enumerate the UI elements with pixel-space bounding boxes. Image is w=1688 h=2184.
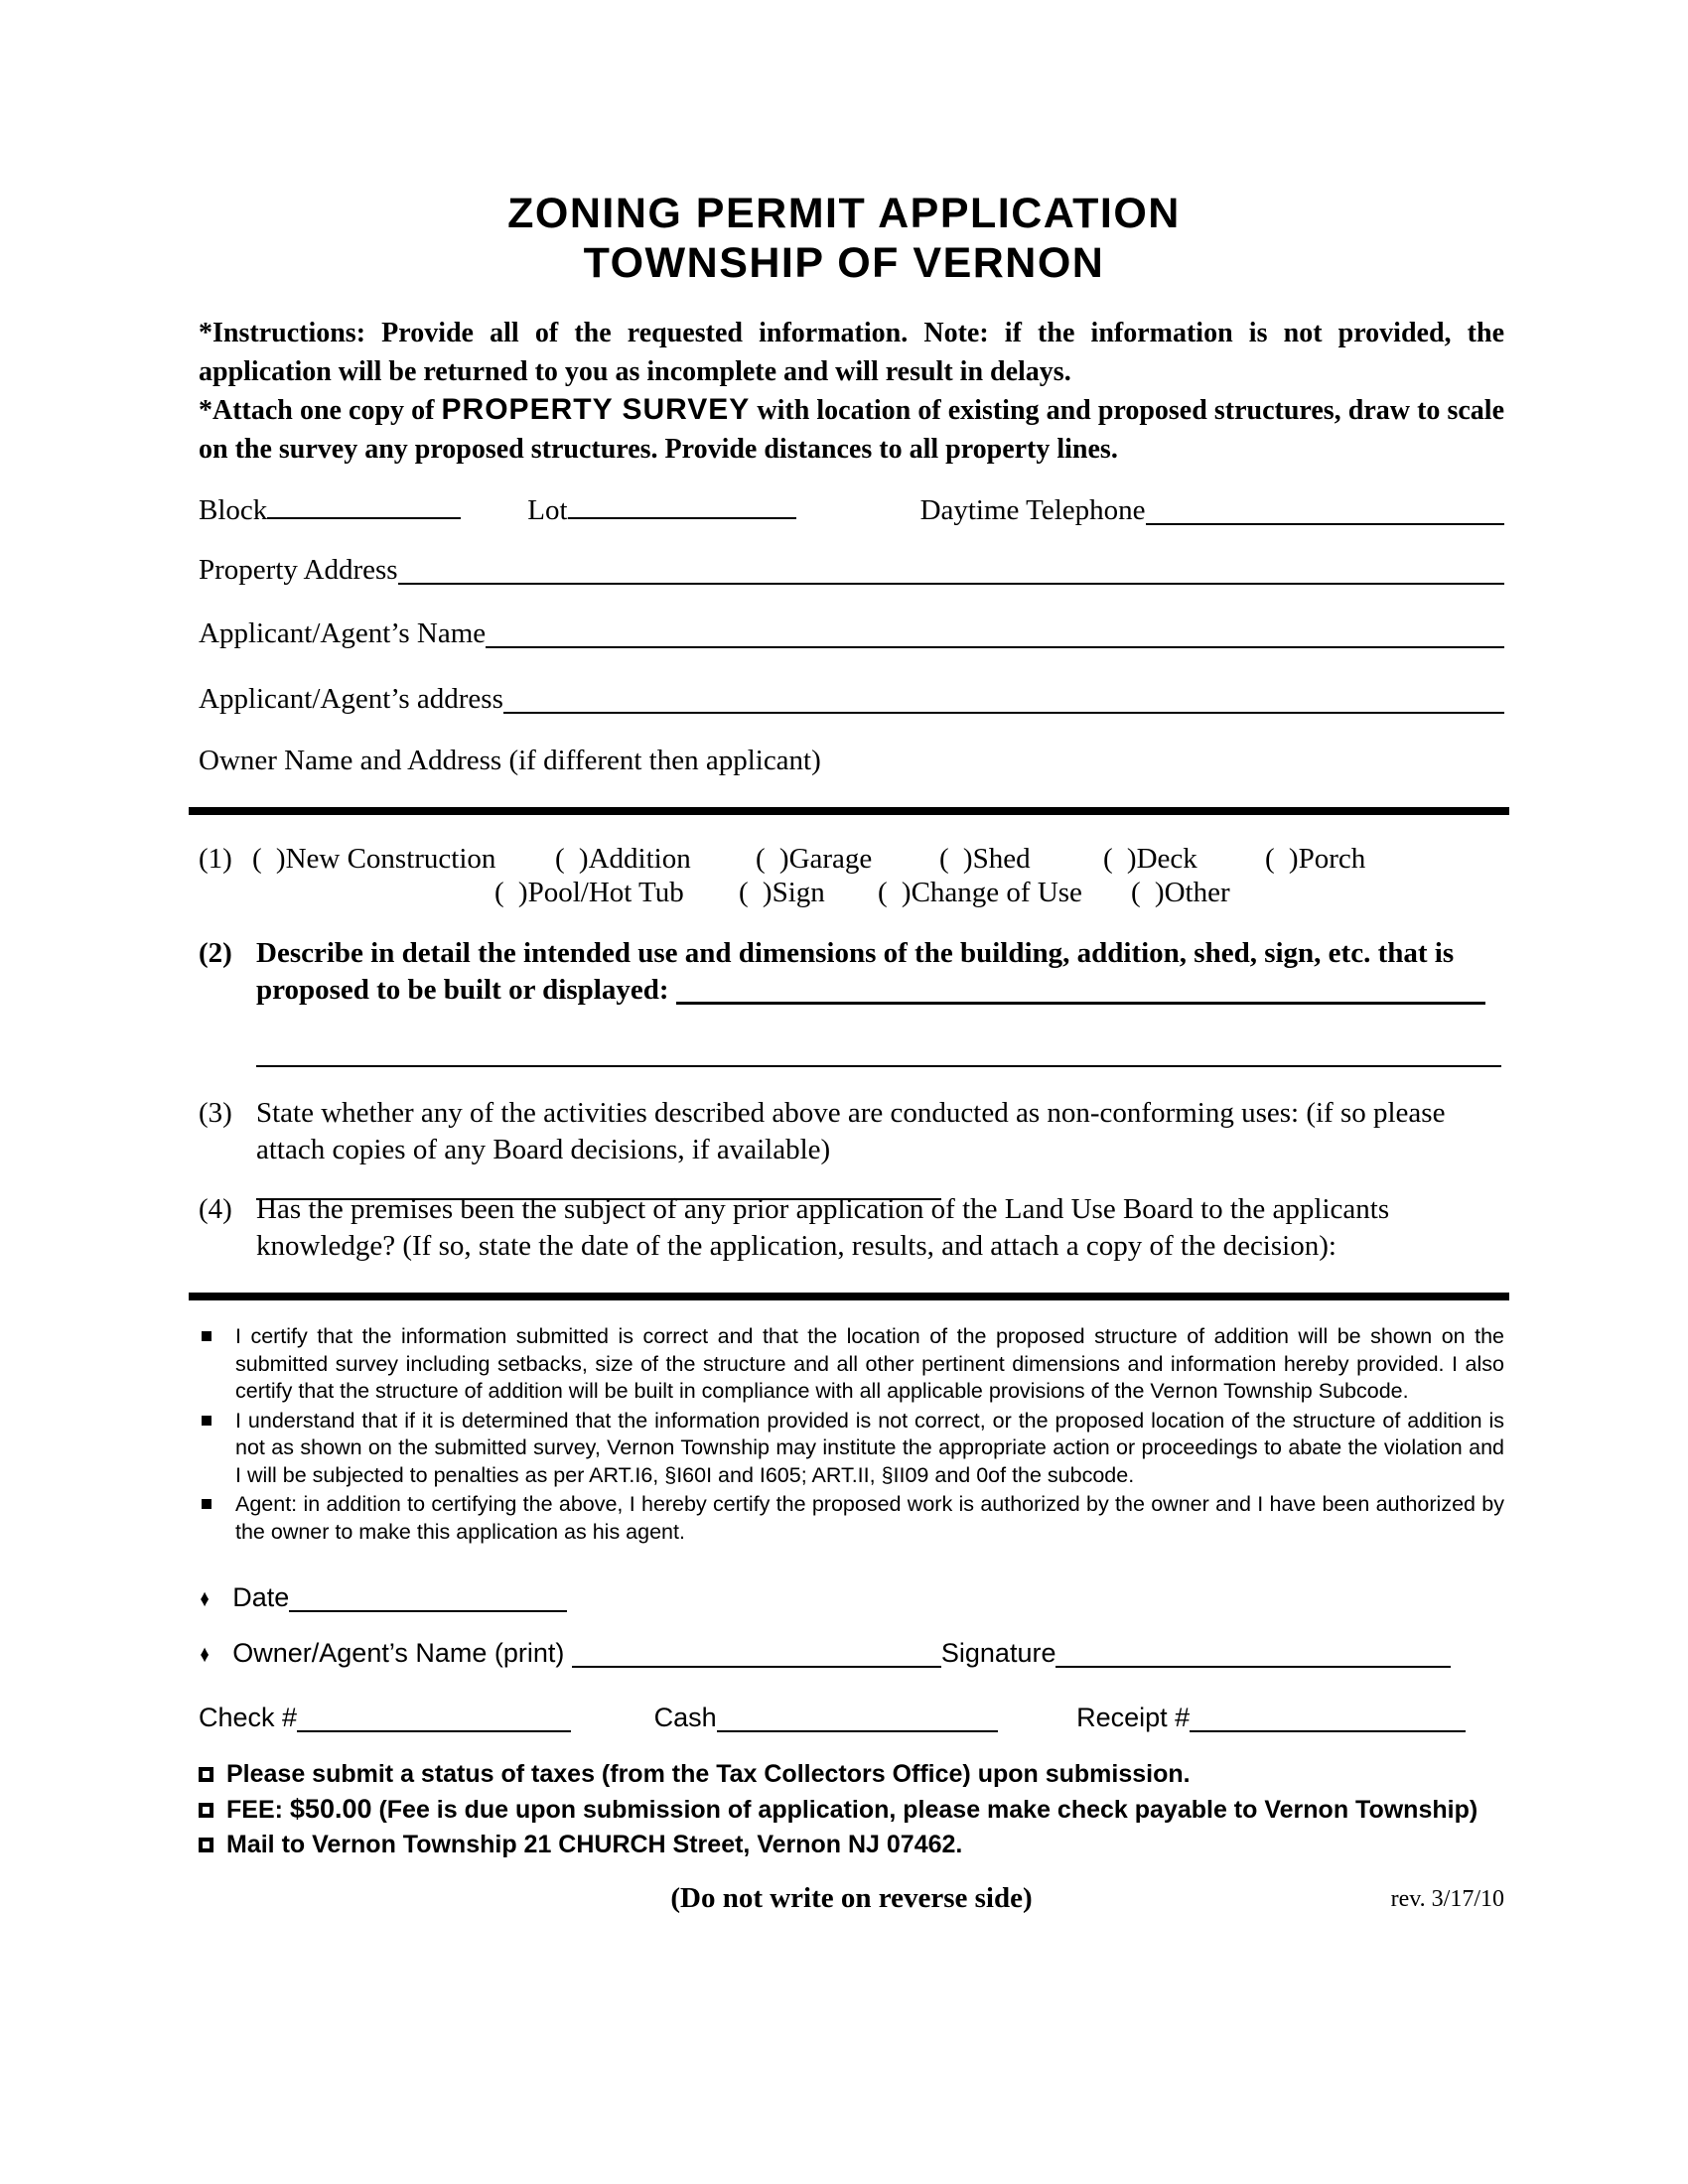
- signature-label: Signature: [940, 1638, 1056, 1668]
- property-address-label: Property Address: [199, 554, 398, 586]
- checkbox-sign[interactable]: [739, 877, 825, 909]
- checkbox-parens: ( ): [878, 877, 912, 908]
- checkbox-parens: ( ): [756, 843, 789, 875]
- form-title-line2: TOWNSHIP OF VERNON: [583, 239, 1105, 287]
- section3-number: (3): [199, 1097, 232, 1129]
- checkbox-label: Shed: [972, 843, 1031, 875]
- structure-type-row-1: [199, 843, 1504, 879]
- check-number-label: Check #: [199, 1703, 298, 1732]
- section2-number: (2): [199, 937, 232, 969]
- note-mail: [199, 1828, 1529, 1862]
- checkbox-addition[interactable]: [555, 843, 691, 876]
- square-bullet-icon: [202, 1331, 211, 1341]
- property-survey-emphasis: PROPERTY SURVEY: [441, 393, 751, 426]
- signature-input-line[interactable]: [1055, 1639, 1451, 1668]
- certification-block: [199, 1323, 1504, 1548]
- section4-number: (4): [199, 1193, 232, 1225]
- note-mail-text: Mail to Vernon Township 21 CHURCH Street, Vernon NJ 07462.: [226, 1831, 963, 1858]
- checkbox-deck[interactable]: [1103, 843, 1197, 876]
- certification-text-3: Agent: in addition to certifying the above, I hereby certify the proposed work is authorized by the owner and I have been authorized by the owner to make this application as his agent.: [235, 1492, 1504, 1544]
- certification-text-2: I understand that if it is determined that the information provided is not correct, or the proposed location of the structure of addition is not as shown on the submitted survey, Vernon Township may institute the appropriate action or proceedings to abate the violation and I will be subjected to penalties as per ART.I6, §I60I and I605; ART.II, §II09 and 0of the subcode.: [235, 1408, 1504, 1487]
- revision-date: rev. 3/17/10: [1390, 1886, 1504, 1912]
- checkbox-label: New Construction: [285, 843, 496, 875]
- open-square-bullet-icon: [199, 1803, 213, 1818]
- describe-answer-line-2[interactable]: [256, 1065, 1501, 1067]
- owner-name-address-row: [199, 744, 1504, 777]
- section2-text: Describe in detail the intended use and dimensions of the building, addition, shed, sign, etc. that is proposed to be built or displayed:: [256, 937, 1455, 1006]
- block-label: Block: [199, 494, 268, 526]
- check-number-input-line[interactable]: [297, 1704, 571, 1732]
- square-bullet-icon: [202, 1499, 211, 1509]
- section-2: [199, 935, 1504, 1008]
- section-divider-bottom: [189, 1293, 1509, 1300]
- checkbox-label: Garage: [788, 843, 873, 875]
- certification-item: [199, 1491, 1504, 1546]
- section4-text: Has the premises been the subject of any prior application of the Land Use Board to the applicants knowledge? (If so, state the date of the application, results, and attach a copy of the decision):: [256, 1193, 1390, 1262]
- checkbox-label: Deck: [1136, 843, 1197, 875]
- checkbox-garage[interactable]: [756, 843, 872, 876]
- checkbox-parens: ( ): [1103, 843, 1137, 875]
- property-address-row: [199, 553, 1504, 587]
- applicant-address-input-line[interactable]: [503, 712, 1504, 714]
- payment-row: [199, 1701, 1504, 1734]
- checkbox-change-of-use[interactable]: [878, 877, 1082, 909]
- instructions-paragraph: *Instructions: Provide all of the requested information. Note: if the information is not provided, the application will be returned to you as incomplete and will result in delays.: [199, 318, 1504, 387]
- section3-text-wrap: [256, 1095, 1504, 1204]
- checkbox-parens: ( ): [555, 843, 589, 875]
- daytime-telephone-input-line[interactable]: [1146, 523, 1504, 525]
- describe-answer-line-1[interactable]: [676, 973, 1485, 1005]
- checkbox-parens: ( ): [494, 877, 528, 908]
- checkbox-parens: ( ): [252, 843, 286, 875]
- checkbox-pool-hot-tub[interactable]: [494, 877, 684, 909]
- applicant-name-row: [199, 616, 1504, 650]
- receipt-number-label: Receipt #: [1076, 1703, 1191, 1732]
- owner-print-input-line[interactable]: [572, 1639, 941, 1668]
- checkbox-shed[interactable]: [939, 843, 1031, 876]
- applicant-name-input-line[interactable]: [486, 646, 1504, 648]
- checkbox-label: Pool/Hot Tub: [527, 877, 684, 908]
- diamond-bullet-icon: ♦: [200, 1641, 210, 1668]
- attach-prefix: *Attach one copy of: [199, 395, 442, 426]
- form-title-line1: ZONING PERMIT APPLICATION: [507, 190, 1181, 237]
- date-input-line[interactable]: [289, 1583, 567, 1612]
- attach-suffix: with location of existing and proposed structures, draw to scale on the survey any proposed structures. Provide distances to all property lines.: [199, 395, 1505, 465]
- instructions-block: [199, 315, 1504, 469]
- note-fee: [199, 1792, 1529, 1828]
- section2-text-wrap: [256, 935, 1504, 1008]
- checkbox-parens: ( ): [1131, 877, 1165, 908]
- lot-label: Lot: [527, 494, 568, 526]
- property-address-input-line[interactable]: [398, 583, 1504, 585]
- applicant-name-label: Applicant/Agent’s Name: [199, 617, 487, 649]
- note-taxes-text: Please submit a status of taxes (from the Tax Collectors Office) upon submission.: [226, 1760, 1191, 1788]
- checkbox-other[interactable]: [1131, 877, 1230, 909]
- fee-amount: $50.00: [289, 1794, 372, 1824]
- block-lot-phone-row: [199, 488, 1504, 527]
- checkbox-parens: ( ): [1265, 843, 1299, 875]
- cash-input-line[interactable]: [717, 1704, 998, 1732]
- open-square-bullet-icon: [199, 1838, 213, 1852]
- checkbox-label: Addition: [588, 843, 691, 875]
- reverse-side-note: (Do not write on reverse side): [670, 1882, 1033, 1914]
- checkbox-parens: ( ): [739, 877, 773, 908]
- checkbox-label: Other: [1164, 877, 1230, 908]
- section3-text: State whether any of the activities described above are conducted as non-conforming uses: (if so please attach copies of any Board decisions, if available): [256, 1097, 1446, 1165]
- receipt-number-input-line[interactable]: [1190, 1704, 1466, 1732]
- owner-signature-row: [199, 1636, 1504, 1672]
- section1-number: (1): [199, 843, 232, 875]
- section-4: [199, 1191, 1504, 1264]
- owner-name-address-label: Owner Name and Address (if different then applicant): [199, 745, 821, 776]
- daytime-telephone-label: Daytime Telephone: [919, 494, 1146, 526]
- applicant-address-label: Applicant/Agent’s address: [199, 683, 503, 715]
- attach-paragraph: [199, 391, 1504, 469]
- block-input-line[interactable]: [267, 488, 461, 519]
- date-row: [199, 1580, 1504, 1616]
- structure-type-row-2: [199, 877, 1504, 912]
- checkbox-label: Sign: [772, 877, 825, 908]
- certification-item: [199, 1323, 1504, 1406]
- open-square-bullet-icon: [199, 1767, 213, 1782]
- checkbox-parens: ( ): [939, 843, 973, 875]
- applicant-address-row: [199, 682, 1504, 716]
- footer: [199, 1882, 1504, 1915]
- section-3: [199, 1095, 1504, 1204]
- checkbox-label: Change of Use: [911, 877, 1082, 908]
- lot-input-line[interactable]: [568, 488, 796, 519]
- certification-item: [199, 1408, 1504, 1490]
- fee-suffix: (Fee is due upon submission of application, please make check payable to Vernon Township): [371, 1796, 1478, 1824]
- square-bullet-icon: [202, 1416, 211, 1426]
- owner-print-label: Owner/Agent’s Name (print): [232, 1638, 565, 1668]
- date-label: Date: [232, 1582, 290, 1612]
- checkbox-label: Porch: [1298, 843, 1366, 875]
- checkbox-new-construction[interactable]: [252, 843, 495, 876]
- note-taxes: [199, 1757, 1529, 1792]
- cash-label: Cash: [653, 1703, 717, 1732]
- diamond-bullet-icon: ♦: [200, 1585, 210, 1612]
- checkbox-porch[interactable]: [1265, 843, 1365, 876]
- form-title: [0, 189, 1688, 288]
- section-divider-top: [189, 807, 1509, 815]
- fee-prefix: FEE:: [226, 1796, 290, 1824]
- submission-notes: [199, 1757, 1529, 1862]
- certification-text-1: I certify that the information submitted is correct and that the location of the proposed structure of addition will be shown on the submitted survey including setbacks, size of the structure and all other pertinent dimensions and information hereby provided. I also certify that the structure of addition will be built in compliance with all applicable provisions of the Vernon Township Subcode.: [235, 1324, 1504, 1403]
